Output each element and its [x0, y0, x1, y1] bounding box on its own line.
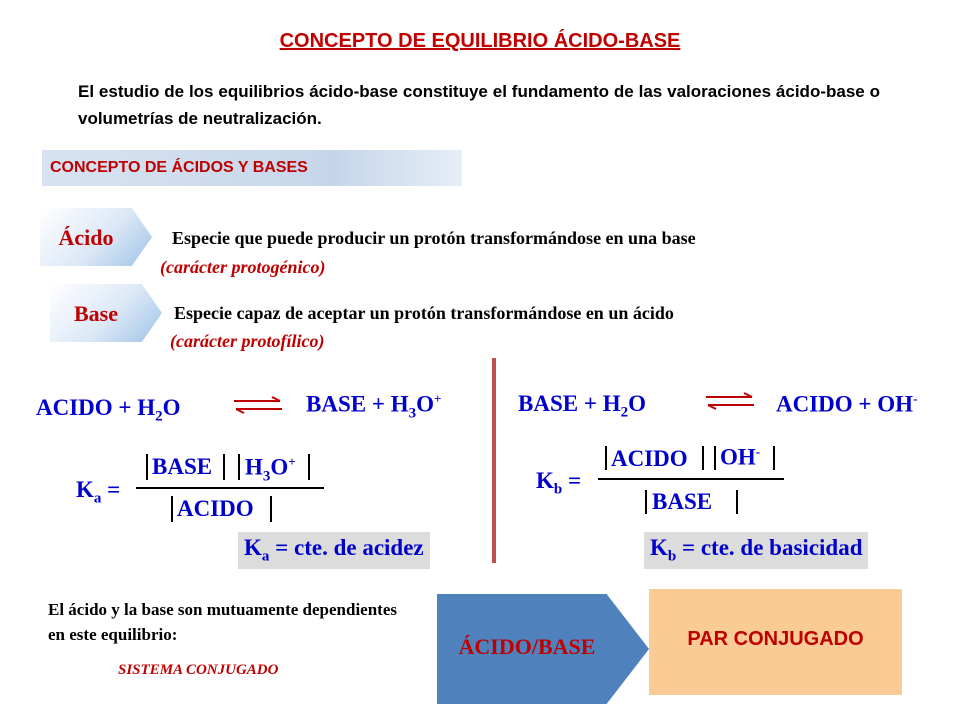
acid-base-arrow-label: ÁCIDO/BASE [458, 634, 596, 659]
ka-fraction-line [136, 487, 324, 489]
acid-definition: Especie que puede producir un protón transformándose en una base [172, 228, 696, 248]
kb-numerator-acido: ACIDO [611, 446, 688, 471]
bracket-bar [714, 446, 716, 470]
equilibrium-arrows-icon [702, 392, 758, 410]
conjugate-explanation: El ácido y la base son mutuamente dependientes en este equilibrio: [48, 600, 397, 644]
base-equation-reactant: BASE + $H_2O$ [518, 391, 646, 421]
bracket-bar [308, 454, 310, 480]
ka-caption: $K_a$ = cte. de acidez [238, 532, 430, 569]
ka-symbol: $K_a$ = [76, 477, 121, 507]
bracket-bar [645, 490, 647, 514]
intro-paragraph: El estudio de los equilibrios ácido-base constituye el fundamento de las valoraciones ácido-base o volumetrías de neutralización. [78, 82, 880, 128]
bracket-bar [223, 454, 225, 480]
bracket-bar [605, 446, 607, 470]
bracket-bar [270, 496, 272, 522]
kb-fraction-line [598, 478, 784, 480]
kb-denominator: BASE [652, 489, 713, 514]
acid-equation-reactant: ACIDO + $H_2O$ [36, 395, 181, 425]
ka-denominator: ACIDO [177, 496, 254, 521]
sistema-conjugado-label: SISTEMA CONJUGADO [118, 662, 279, 678]
par-conjugado-label: PAR CONJUGADO [687, 628, 864, 650]
ka-numerator-base: BASE [152, 454, 213, 479]
acid-equation-product: BASE + $H_3O^+$ [306, 391, 442, 422]
equilibrium-arrows-icon [230, 396, 286, 414]
kb-symbol: $K_b$ = [536, 468, 582, 498]
bracket-bar [736, 490, 738, 514]
page-title: CONCEPTO DE EQUILIBRIO ÁCIDO-BASE [279, 30, 681, 52]
bracket-bar [146, 454, 148, 480]
ka-numerator-h3o: $H_3O^+$ [245, 454, 296, 485]
base-equation-product: ACIDO + OH- [776, 391, 918, 417]
acid-note: (carácter protogénico) [160, 257, 326, 277]
base-note: (carácter protofílico) [170, 331, 325, 351]
bracket-bar [238, 454, 240, 480]
vertical-divider [492, 358, 496, 563]
kb-caption: $K_b$ = cte. de basicidad [644, 532, 868, 569]
kb-numerator-oh: OH- [720, 444, 761, 470]
base-tag-label: Base [74, 301, 118, 326]
bracket-bar [171, 496, 173, 522]
bracket-bar [702, 446, 704, 470]
bracket-bar [773, 446, 775, 470]
base-definition: Especie capaz de aceptar un protón transformándose en un ácido [174, 303, 674, 323]
acid-tag-label: Ácido [58, 225, 114, 250]
section-heading: CONCEPTO DE ÁCIDOS Y BASES [50, 159, 308, 176]
